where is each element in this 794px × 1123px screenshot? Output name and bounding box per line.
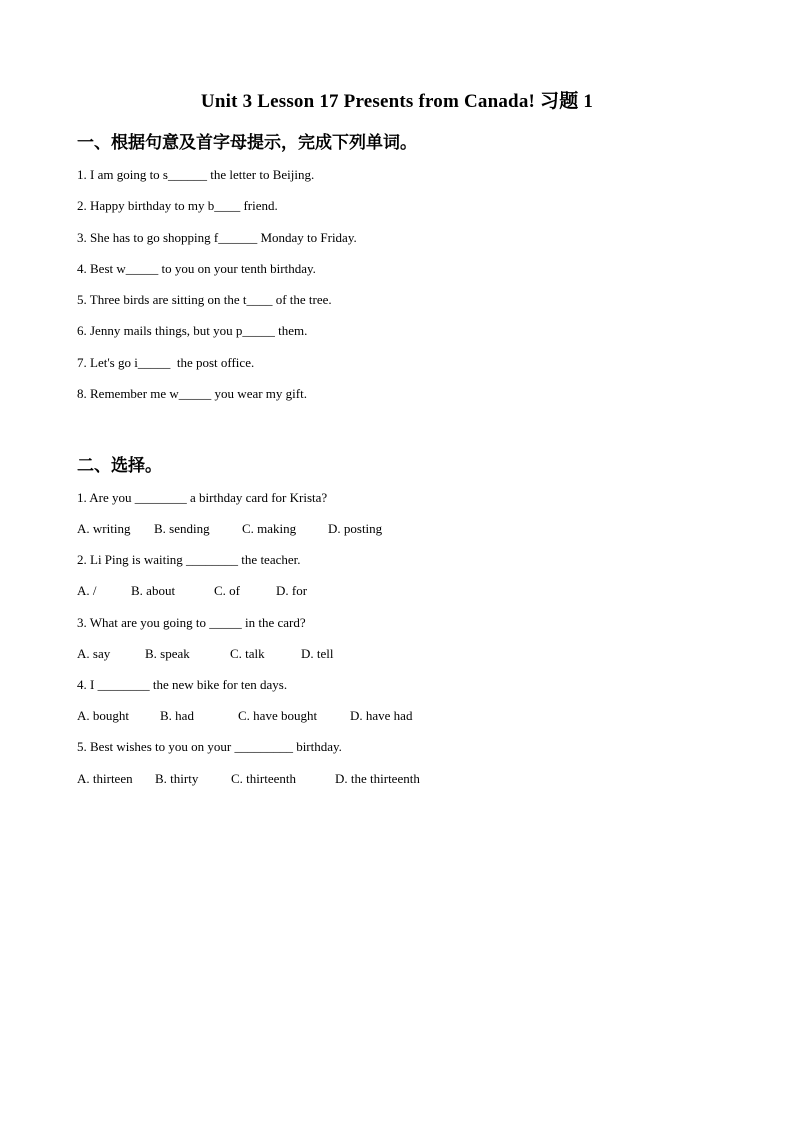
choice-question-5: 5. Best wishes to you on your _________ birthday. — [77, 739, 342, 754]
fill-item-6: 6. Jenny mails things, but you p_____ them. — [77, 323, 308, 338]
choice-question-3: 3. What are you going to _____ in the card? — [77, 615, 306, 630]
option-d: D. tell — [301, 646, 334, 661]
fill-item-7: 7. Let's go i_____ the post office. — [77, 355, 255, 370]
option-a: A. say — [77, 646, 111, 661]
option-a: A. / — [77, 583, 97, 598]
fill-item-4: 4. Best w_____ to you on your tenth birthday. — [77, 261, 316, 276]
fill-item-3: 3. She has to go shopping f______ Monday to Friday. — [77, 230, 357, 245]
option-c: C. making — [242, 521, 297, 536]
fill-item-2: 2. Happy birthday to my b____ friend. — [77, 198, 278, 213]
option-c: C. talk — [230, 646, 265, 661]
section-2-heading: 二、选择。 — [77, 456, 162, 475]
option-c: C. of — [214, 583, 240, 598]
choice-question-2: 2. Li Ping is waiting ________ the teacher. — [77, 552, 301, 567]
option-b: B. speak — [145, 646, 190, 661]
section-1-heading: 一、根据句意及首字母提示，完成下列单词。 — [77, 133, 417, 152]
fill-item-1: 1. I am going to s______ the letter to Beijing. — [77, 167, 315, 182]
option-d: D. the thirteenth — [335, 771, 420, 786]
option-d: D. have had — [350, 708, 413, 723]
option-d: D. posting — [328, 521, 383, 536]
option-b: B. thirty — [155, 771, 199, 786]
option-d: D. for — [276, 583, 308, 598]
option-c: C. have bought — [238, 708, 318, 723]
option-a: A. bought — [77, 708, 129, 723]
choice-question-4: 4. I ________ the new bike for ten days. — [77, 677, 288, 692]
page-title: Unit 3 Lesson 17 Presents from Canada! 习题 1 — [200, 91, 594, 112]
option-c: C. thirteenth — [231, 771, 296, 786]
option-b: B. had — [160, 708, 194, 723]
fill-item-5: 5. Three birds are sitting on the t____ of the tree. — [77, 292, 332, 307]
option-b: B. sending — [154, 521, 210, 536]
option-a: A. thirteen — [77, 771, 133, 786]
option-b: B. about — [131, 583, 176, 598]
fill-item-8: 8. Remember me w_____ you wear my gift. — [77, 386, 307, 401]
choice-question-1: 1. Are you ________ a birthday card for Krista? — [77, 490, 328, 505]
option-a: A. writing — [77, 521, 131, 536]
